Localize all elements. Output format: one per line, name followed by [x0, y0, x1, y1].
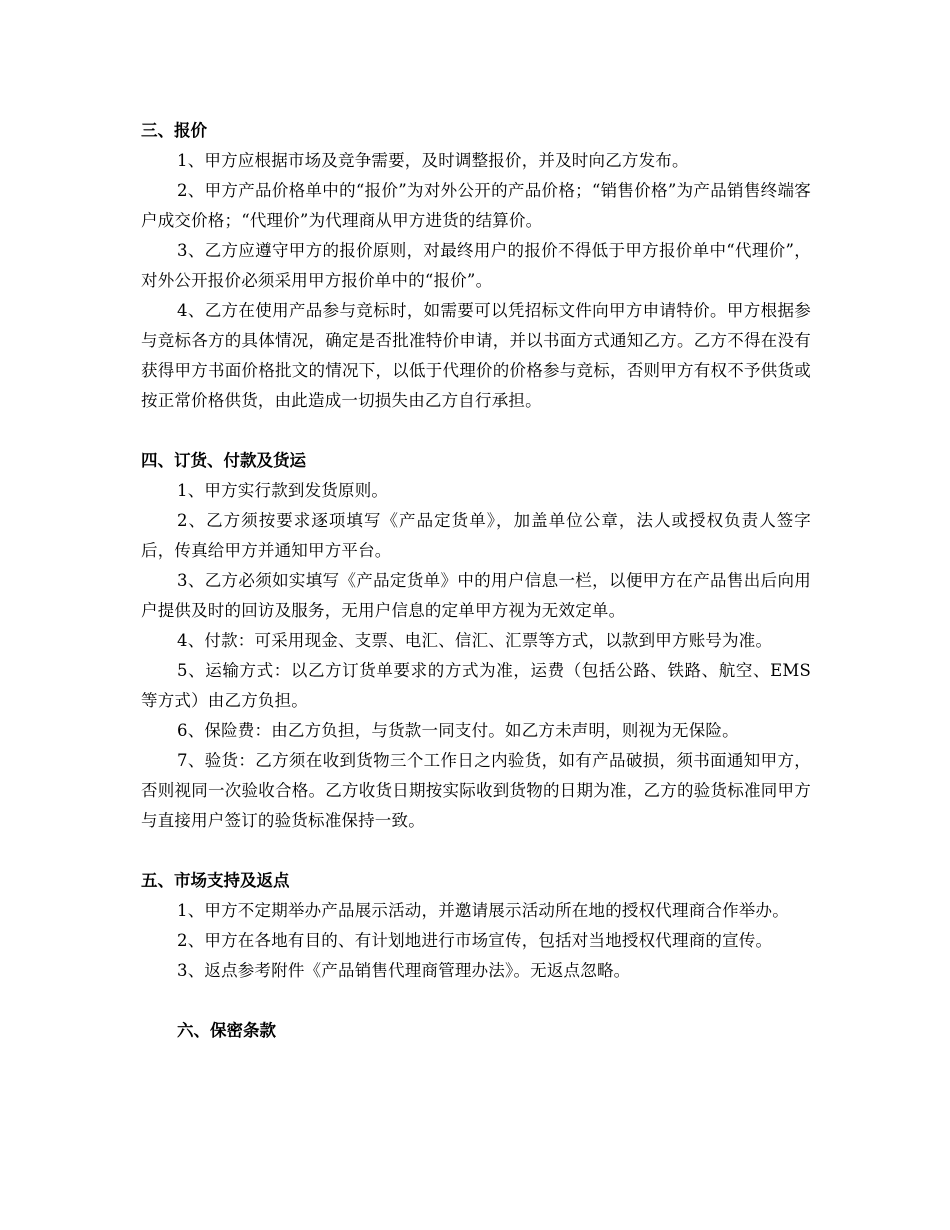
paragraph: 1、甲方实行款到发货原则。 — [177, 481, 389, 500]
paragraph: 1、甲方不定期举办产品展示活动，并邀请展示活动所在地的授权代理商合作举办。 — [177, 901, 789, 920]
paragraph: 1、甲方应根据市场及竞争需要，及时调整报价，并及时向乙方发布。 — [177, 151, 689, 170]
section-title: 三、报价 — [141, 121, 207, 140]
paragraph: 2、甲方产品价格单中的“报价”为对外公开的产品价格；“销售价格”为产品销售终端客户成交价格；“代理价”为代理商从甲方进货的结算价。 — [141, 181, 811, 230]
section-title: 五、市场支持及返点 — [141, 871, 290, 890]
section-quotation — [141, 116, 811, 416]
paragraph: 7、验货：乙方须在收到货物三个工作日之内验货，如有产品破损，须书面通知甲方，否则视同一次验收合格。乙方收货日期按实际收到货物的日期为准，乙方的验货标准同甲方与直接用户签订的验货标准保持一致。 — [141, 751, 811, 830]
paragraph: 4、付款：可采用现金、支票、电汇、信汇、汇票等方式，以款到甲方账号为准。 — [177, 631, 773, 650]
section-market-support-rebate — [141, 866, 811, 986]
section-title: 六、保密条款 — [177, 1021, 276, 1040]
paragraph: 4、乙方在使用产品参与竞标时，如需要可以凭招标文件向甲方申请特价。甲方根据参与竞标各方的具体情况，确定是否批准特价申请，并以书面方式通知乙方。乙方不得在没有获得甲方书面价格批文的情况下，以低于代理价的价格参与竞标，否则甲方有权不予供货或按正常价格供货，由此造成一切损失由乙方自行承担。 — [141, 301, 811, 410]
paragraph: 3、返点参考附件《产品销售代理商管理办法》。无返点忽略。 — [177, 961, 631, 980]
paragraph: 2、甲方在各地有目的、有计划地进行市场宣传，包括对当地授权代理商的宣传。 — [177, 931, 773, 950]
paragraph: 5、运输方式：以乙方订货单要求的方式为准，运费（包括公路、铁路、航空、EMS等方式）由乙方负担。 — [141, 661, 811, 710]
paragraph: 3、乙方必须如实填写《产品定货单》中的用户信息一栏，以便甲方在产品售出后向用户提供及时的回访及服务，无用户信息的定单甲方视为无效定单。 — [141, 571, 811, 620]
section-ordering-payment-shipping — [141, 446, 811, 836]
paragraph: 6、保险费：由乙方负担，与货款一同支付。如乙方未声明，则视为无保险。 — [177, 721, 739, 740]
document-page — [141, 116, 811, 1076]
section-title: 四、订货、付款及货运 — [141, 451, 306, 470]
paragraph: 2、乙方须按要求逐项填写《产品定货单》，加盖单位公章，法人或授权负责人签字后，传真给甲方并通知甲方平台。 — [141, 511, 811, 560]
paragraph: 3、乙方应遵守甲方的报价原则，对最终用户的报价不得低于甲方报价单中“代理价”，对外公开报价必须采用甲方报价单中的“报价”。 — [141, 241, 811, 290]
section-confidentiality — [141, 1016, 811, 1046]
